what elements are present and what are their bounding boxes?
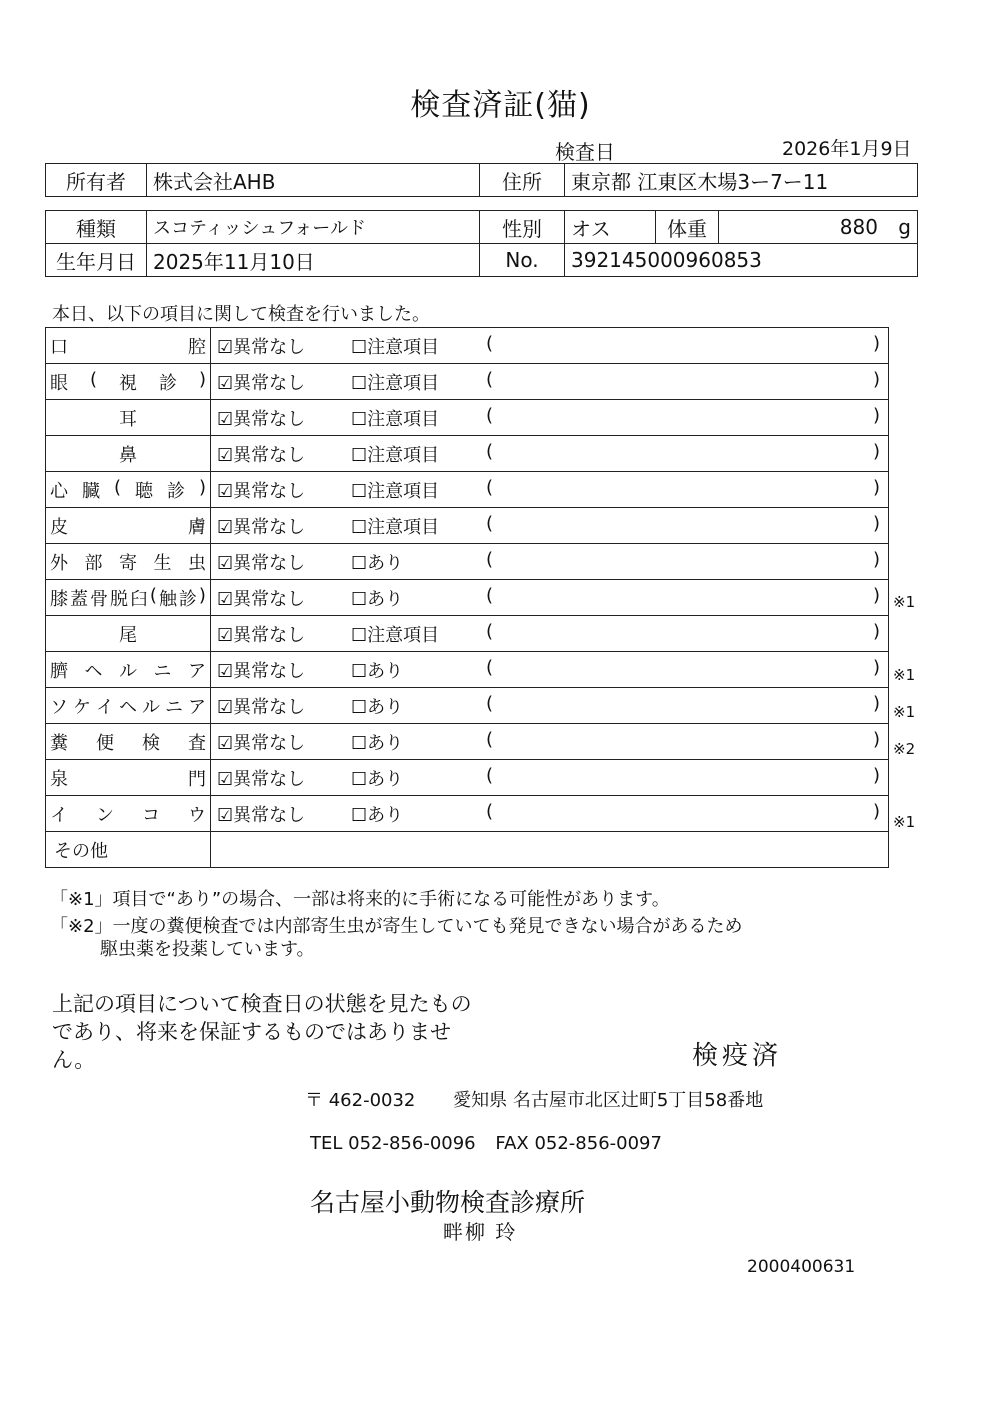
close-paren: ): [872, 405, 880, 426]
exam-item-label: [46, 544, 211, 580]
close-paren: ): [872, 765, 880, 786]
attention-checkbox[interactable]: ☐あり: [351, 661, 404, 682]
label-char: 触: [158, 588, 177, 610]
no-label: No.: [480, 244, 565, 277]
exam-date-label: 検査日: [555, 140, 615, 164]
exam-item-label: [46, 652, 211, 688]
open-paren: (: [486, 729, 494, 750]
label-char: 皮: [50, 516, 68, 538]
label-char: ニ: [153, 660, 172, 682]
label-char: ソ: [50, 696, 68, 718]
label-char: 骨: [89, 588, 108, 610]
label-char: ウ: [188, 804, 206, 826]
exam-item-result: [211, 400, 889, 436]
attention-checkbox[interactable]: ☐あり: [351, 589, 404, 610]
postal-code: 〒 462-0032: [305, 1090, 416, 1111]
attention-checkbox[interactable]: ☐注意項目: [351, 481, 440, 502]
no-abnormality-checkbox[interactable]: ☑異常なし: [217, 661, 306, 682]
vet-name: 畔柳 玲: [443, 1220, 518, 1244]
exam-item-row: [46, 400, 889, 436]
label-char: 便: [96, 732, 114, 754]
attention-checkbox[interactable]: ☐注意項目: [351, 373, 440, 394]
label-char: 鼻: [119, 444, 137, 466]
label-char: 蓋: [69, 588, 88, 610]
open-paren: (: [486, 801, 494, 822]
open-paren: (: [486, 441, 494, 462]
document-code: 2000400631: [747, 1257, 856, 1277]
attention-checkbox[interactable]: ☐注意項目: [351, 337, 440, 358]
label-char: 聴: [134, 480, 153, 502]
label-char: ケ: [73, 696, 91, 718]
footnote-1: 「※1」項目で“あり”の場合、一部は将来的に手術になる可能性があります。: [50, 889, 670, 910]
footnote-2-cont: 駆虫薬を投薬しています。: [100, 939, 315, 960]
label-char: ア: [188, 696, 206, 718]
intro-text: 本日、以下の項目に関して検査を行いました。: [52, 304, 430, 325]
exam-date: 2026年1月9日: [782, 138, 912, 160]
label-char: 診: [166, 480, 185, 502]
exam-item-result: [211, 508, 889, 544]
exam-item-row: [46, 328, 889, 364]
label-char: 視: [119, 372, 137, 394]
exam-item-label: [46, 436, 211, 472]
label-char: そ: [54, 840, 72, 862]
attention-checkbox[interactable]: ☐あり: [351, 733, 404, 754]
weight-label: 体重: [656, 211, 719, 244]
owner-table: [45, 163, 918, 197]
exam-items-table: [45, 327, 889, 868]
attention-checkbox[interactable]: ☐注意項目: [351, 409, 440, 430]
open-paren: (: [486, 513, 494, 534]
exam-item-label: [46, 616, 211, 652]
close-paren: ): [872, 729, 880, 750]
close-paren: ): [872, 693, 880, 714]
footnote-marker: ※1: [893, 703, 916, 721]
other-label-cell: [46, 832, 211, 868]
close-paren: ): [872, 477, 880, 498]
open-paren: (: [486, 405, 494, 426]
open-paren: (: [486, 549, 494, 570]
exam-item-label: [46, 580, 211, 616]
exam-item-row: [46, 724, 889, 760]
label-char: (: [113, 476, 121, 498]
no-abnormality-checkbox[interactable]: ☑異常なし: [217, 733, 306, 754]
label-char: (: [149, 584, 157, 606]
label-char: 臼: [129, 588, 148, 610]
exam-item-label: [46, 400, 211, 436]
no-abnormality-checkbox[interactable]: ☑異常なし: [217, 409, 306, 430]
label-char: イ: [96, 696, 114, 718]
label-char: 虫: [188, 552, 206, 574]
exam-item-result: [211, 652, 889, 688]
weight-value: 880: [839, 215, 878, 239]
label-char: の: [72, 840, 90, 862]
no-abnormality-checkbox[interactable]: ☑異常なし: [217, 445, 306, 466]
footnote-marker: ※1: [893, 813, 916, 832]
label-char: 診: [178, 588, 197, 610]
label-char: 膝: [50, 588, 68, 610]
other-label: [46, 837, 210, 863]
label-char: (: [89, 368, 98, 390]
footnote-2: 「※2」一度の糞便検査では内部寄生虫が寄生していても発見できない場合があるため: [50, 916, 743, 937]
exam-item-label: [46, 796, 211, 832]
open-paren: (: [486, 621, 494, 642]
exam-item-label: [46, 724, 211, 760]
quarantine-stamp: 検疫済: [692, 1041, 783, 1071]
label-char: 査: [188, 732, 206, 754]
open-paren: (: [486, 369, 494, 390]
label-char: コ: [142, 804, 160, 826]
close-paren: ): [872, 513, 880, 534]
close-paren: ): [872, 621, 880, 642]
footnote-marker: ※1: [893, 592, 916, 611]
exam-item-row: [46, 508, 889, 544]
label-char: ): [198, 368, 206, 390]
no-abnormality-checkbox[interactable]: ☑異常なし: [217, 481, 306, 502]
label-char: 他: [90, 840, 108, 862]
no-value: 392145000960853: [565, 244, 918, 277]
exam-item-label: [46, 760, 211, 796]
no-abnormality-checkbox[interactable]: ☑異常なし: [217, 553, 306, 574]
tel: TEL 052-856-0096: [310, 1133, 476, 1154]
label-char: 糞: [50, 732, 68, 754]
exam-item-row: [46, 544, 889, 580]
exam-item-row: [46, 688, 889, 724]
exam-item-row: [46, 580, 889, 616]
label-char: 心: [50, 480, 68, 502]
owner-value: 株式会社AHB: [147, 164, 480, 197]
attention-checkbox[interactable]: ☐注意項目: [351, 445, 440, 466]
open-paren: (: [486, 765, 494, 786]
label-char: ヘ: [119, 696, 137, 718]
exam-item-label: [46, 688, 211, 724]
label-char: 尾: [119, 624, 137, 646]
address-label: 住所: [480, 164, 565, 197]
label-char: 診: [158, 372, 177, 394]
birth-label: 生年月日: [46, 244, 147, 277]
label-char: 腔: [188, 336, 206, 358]
label-char: ル: [142, 696, 160, 718]
label-char: ): [198, 476, 206, 498]
exam-item-row: [46, 364, 889, 400]
clinic-name: 名古屋小動物検査診療所: [310, 1188, 586, 1217]
attention-checkbox[interactable]: ☐あり: [351, 553, 404, 574]
label-char: 部: [84, 552, 103, 574]
sex-label: 性別: [480, 211, 565, 244]
exam-item-result: [211, 724, 889, 760]
close-paren: ): [872, 585, 880, 606]
exam-item-row: [46, 652, 889, 688]
no-abnormality-checkbox[interactable]: ☑異常なし: [217, 517, 306, 538]
address-value: 東京都 江東区木場3ー7ー11: [565, 164, 918, 197]
open-paren: (: [486, 477, 494, 498]
exam-item-result: [211, 796, 889, 832]
disclaimer: 上記の項目について検査日の状態を見たものであり、将来を保証するものではありません。: [52, 992, 472, 1072]
clinic-address: 愛知県 名古屋市北区辻町5丁目58番地: [453, 1090, 764, 1111]
open-paren: (: [486, 585, 494, 606]
breed-label: 種類: [46, 211, 147, 244]
attention-checkbox[interactable]: ☐あり: [351, 697, 404, 718]
exam-item-row: [46, 796, 889, 832]
label-char: 寄: [119, 552, 137, 574]
owner-label: 所有者: [46, 164, 147, 197]
label-char: 口: [50, 336, 68, 358]
exam-item-row: [46, 472, 889, 508]
close-paren: ): [872, 549, 880, 570]
exam-item-row: [46, 616, 889, 652]
close-paren: ): [872, 657, 880, 678]
birth-value: 2025年11月10日: [147, 244, 480, 277]
close-paren: ): [872, 801, 880, 822]
label-char: ン: [96, 804, 114, 826]
exam-item-label: [46, 472, 211, 508]
label-char: 検: [142, 732, 160, 754]
attention-checkbox[interactable]: ☐あり: [351, 805, 404, 826]
attention-checkbox[interactable]: ☐注意項目: [351, 517, 440, 538]
exam-item-result: [211, 760, 889, 796]
breed-value: スコティッシュフォールド: [147, 211, 480, 244]
label-char: 臍: [50, 660, 68, 682]
exam-item-label: [46, 364, 211, 400]
exam-item-result: [211, 616, 889, 652]
no-abnormality-checkbox[interactable]: ☑異常なし: [217, 625, 306, 646]
exam-item-result: [211, 436, 889, 472]
fax: FAX 052-856-0097: [495, 1133, 662, 1154]
close-paren: ): [872, 441, 880, 462]
pet-table: [45, 210, 918, 277]
no-abnormality-checkbox[interactable]: ☑異常なし: [217, 769, 306, 790]
footnote-marker: ※2: [893, 739, 916, 758]
label-char: 門: [188, 768, 206, 790]
other-value-cell: [211, 832, 889, 868]
open-paren: (: [486, 333, 494, 354]
label-char: ヘ: [84, 660, 103, 682]
exam-item-row: [46, 760, 889, 796]
open-paren: (: [486, 657, 494, 678]
footnote-marker: ※1: [893, 666, 916, 685]
label-char: 眼: [50, 372, 68, 394]
attention-checkbox[interactable]: ☐注意項目: [351, 625, 440, 646]
exam-item-row: [46, 436, 889, 472]
close-paren: ): [872, 333, 880, 354]
open-paren: (: [486, 693, 494, 714]
document-title: 検査済証(猫): [410, 88, 591, 123]
contact-line: [310, 1133, 662, 1154]
attention-checkbox[interactable]: ☐あり: [351, 769, 404, 790]
label-char: 臓: [81, 480, 100, 502]
no-abnormality-checkbox[interactable]: ☑異常なし: [217, 589, 306, 610]
sex-value: オス: [565, 211, 656, 244]
label-char: ): [198, 584, 206, 606]
label-char: 外: [50, 552, 68, 574]
exam-item-result: [211, 688, 889, 724]
exam-item-result: [211, 580, 889, 616]
label-char: ニ: [165, 696, 183, 718]
exam-item-label: [46, 508, 211, 544]
label-char: 生: [153, 552, 172, 574]
label-char: 耳: [119, 408, 137, 430]
label-char: 脱: [109, 588, 128, 610]
label-char: ル: [119, 660, 137, 682]
exam-item-result: [211, 364, 889, 400]
weight-unit: g: [898, 215, 911, 239]
exam-item-result: [211, 544, 889, 580]
label-char: 膚: [188, 516, 206, 538]
exam-item-result: [211, 472, 889, 508]
clinic-address-line: [305, 1086, 763, 1112]
label-char: イ: [50, 804, 68, 826]
weight-cell: [719, 211, 918, 244]
close-paren: ): [872, 369, 880, 390]
label-char: ア: [188, 660, 206, 682]
no-abnormality-checkbox[interactable]: ☑異常なし: [217, 805, 306, 826]
exam-item-result: [211, 328, 889, 364]
no-abnormality-checkbox[interactable]: ☑異常なし: [217, 373, 306, 394]
label-char: 泉: [50, 768, 68, 790]
exam-item-label: [46, 328, 211, 364]
no-abnormality-checkbox[interactable]: ☑異常なし: [217, 337, 306, 358]
no-abnormality-checkbox[interactable]: ☑異常なし: [217, 697, 306, 718]
